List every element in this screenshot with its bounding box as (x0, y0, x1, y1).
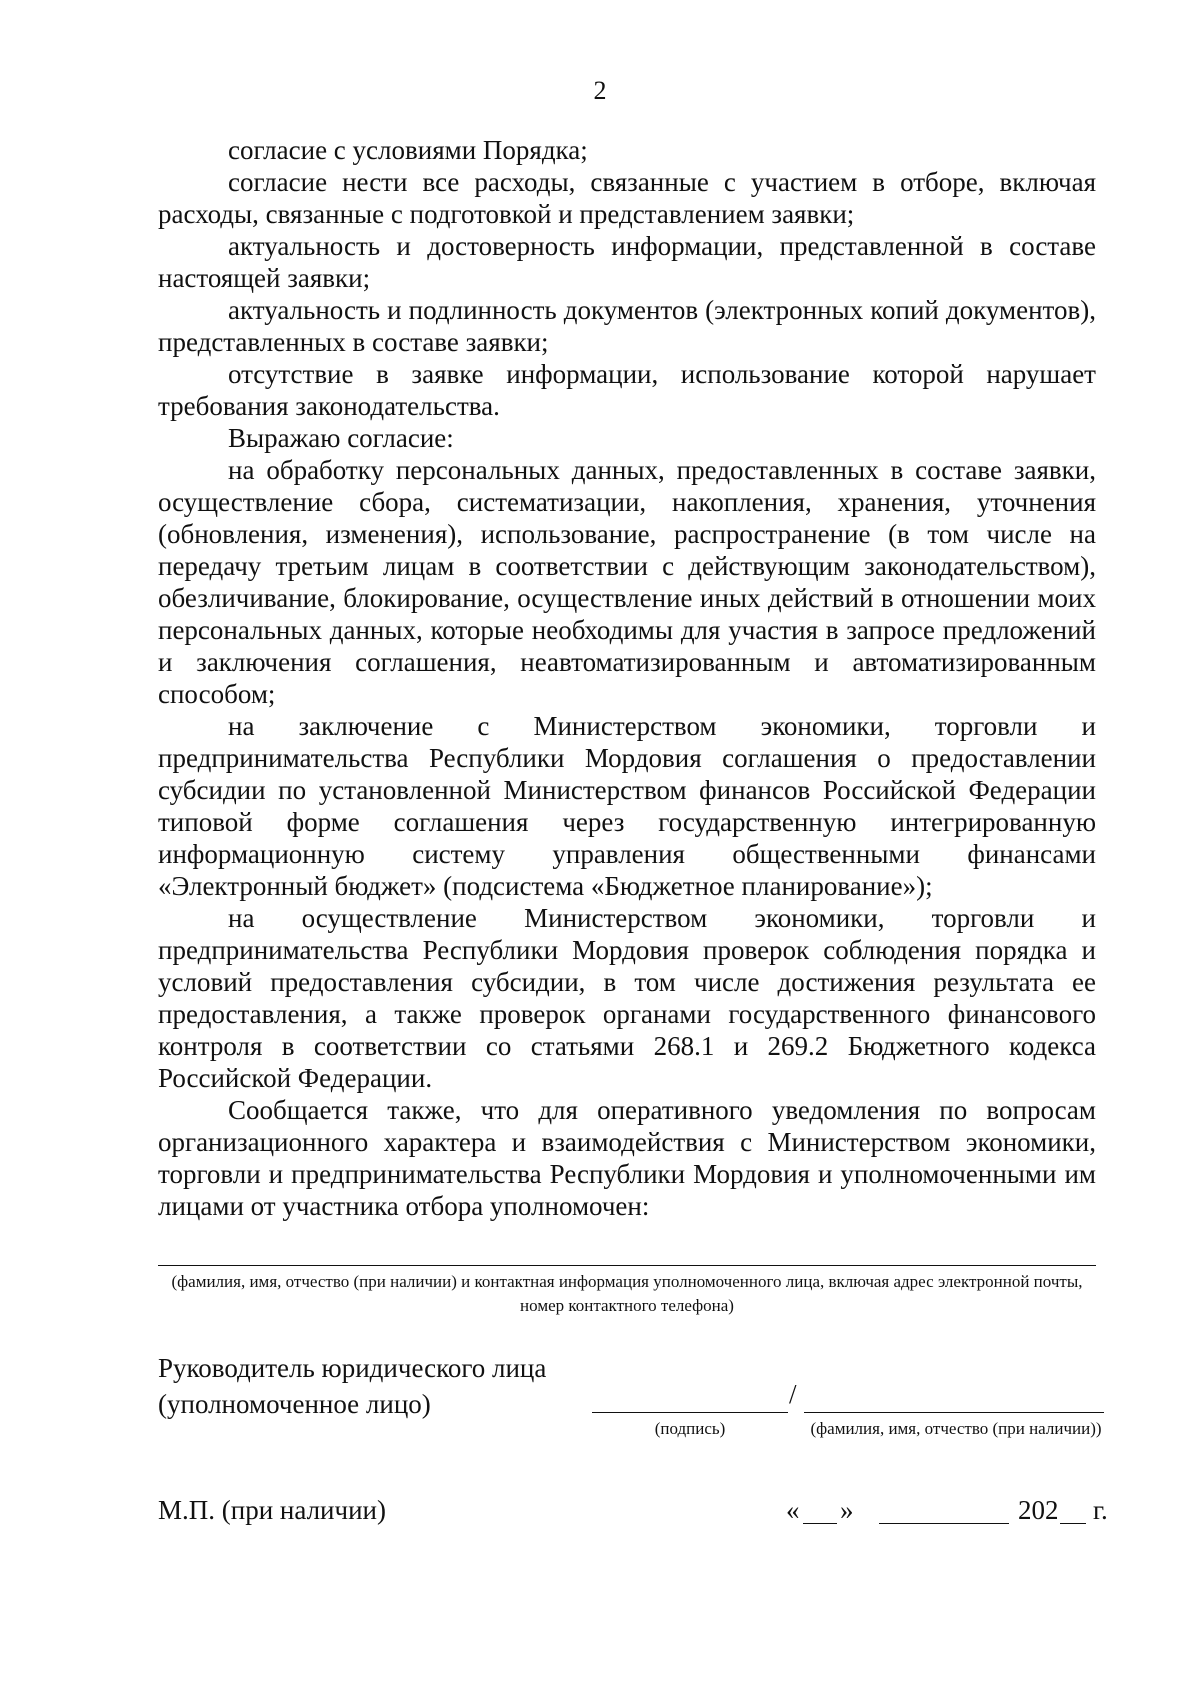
date-year-line (1060, 1523, 1086, 1524)
date-day-line (803, 1523, 837, 1524)
paragraph: согласие с условиями Порядка; (228, 135, 588, 165)
date-year-prefix: 202 (1018, 1495, 1059, 1525)
head-label (158, 1350, 546, 1422)
paragraph: на осуществление Министерством экономики, торговли и предпринимательства Республики Мордовия проверок соблюдения порядка и условий предоставления субсидии, в том числе достижения результата ее предоставления, а также проверок органами государственного финансового контроля в соответствии со статьями 268.1 и 269.2 Бюджетного кодекса Российской Федерации. (158, 903, 1096, 1093)
body-text (158, 134, 1096, 1222)
page-number: 2 (593, 76, 607, 105)
paragraph: отсутствие в заявке информации, использование которой нарушает требования законодательства. (158, 359, 1096, 421)
paragraph: актуальность и достоверность информации, представленной в составе настоящей заявки; (158, 231, 1096, 293)
head-label-line-1: Руководитель юридического лица (158, 1353, 547, 1383)
date-quote-open: « (786, 1495, 800, 1525)
date-year-suffix: г. (1093, 1495, 1108, 1525)
name-caption: (фамилия, имя, отчество (при наличии)) (810, 1419, 1102, 1438)
paragraph: Сообщается также, что для оперативного уведомления по вопросам организационного характера и взаимодействия с Министерством экономики, торговли и предпринимательства Республики Мордовия и уполномоченными им лицами от участника отбора уполномочен: (158, 1095, 1096, 1221)
contact-caption: (фамилия, имя, отчество (при наличии) и контактная информация уполномоченного лица, включая адрес электронной почты, номер контактного телефона) (171, 1272, 1083, 1315)
paragraph: актуальность и подлинность документов (электронных копий документов), представленных в составе заявки; (158, 295, 1096, 357)
paragraph: на обработку персональных данных, предоставленных в составе заявки, осуществление сбора, систематизации, накопления, хранения, уточнения (обновления, изменения), использование, распространение (в том числе на передачу третьим лицам в соответствии с действующим законодательством), обезличивание, блокирование, осуществление иных действий в отношении моих персональных данных, которые необходимы для участия в запросе предложений и заключения соглашения, неавтоматизированным и автоматизированным способом; (158, 455, 1096, 709)
stamp-label: М.П. (при наличии) (158, 1495, 386, 1525)
signature-caption: (подпись) (654, 1419, 726, 1438)
contact-fill-line (158, 1265, 1096, 1266)
paragraph: согласие нести все расходы, связанные с участием в отборе, включая расходы, связанные с подготовкой и представлением заявки; (158, 167, 1096, 229)
signature-slash: / (789, 1379, 797, 1409)
date-quote-close: » (840, 1495, 854, 1525)
head-label-line-2: (уполномоченное лицо) (158, 1389, 431, 1419)
name-line (804, 1412, 1104, 1413)
signature-line (592, 1412, 788, 1413)
paragraph: на заключение с Министерством экономики, торговли и предпринимательства Республики Мордовия соглашения о предоставлении субсидии по установленной Министерством финансов Российской Федерации типовой форме соглашения через государственную интегрированную информационную систему управления общественными финансами «Электронный бюджет» (подсистема «Бюджетное планирование»); (158, 711, 1096, 901)
date-month-line (879, 1523, 1009, 1524)
paragraph: Выражаю согласие: (228, 423, 454, 453)
